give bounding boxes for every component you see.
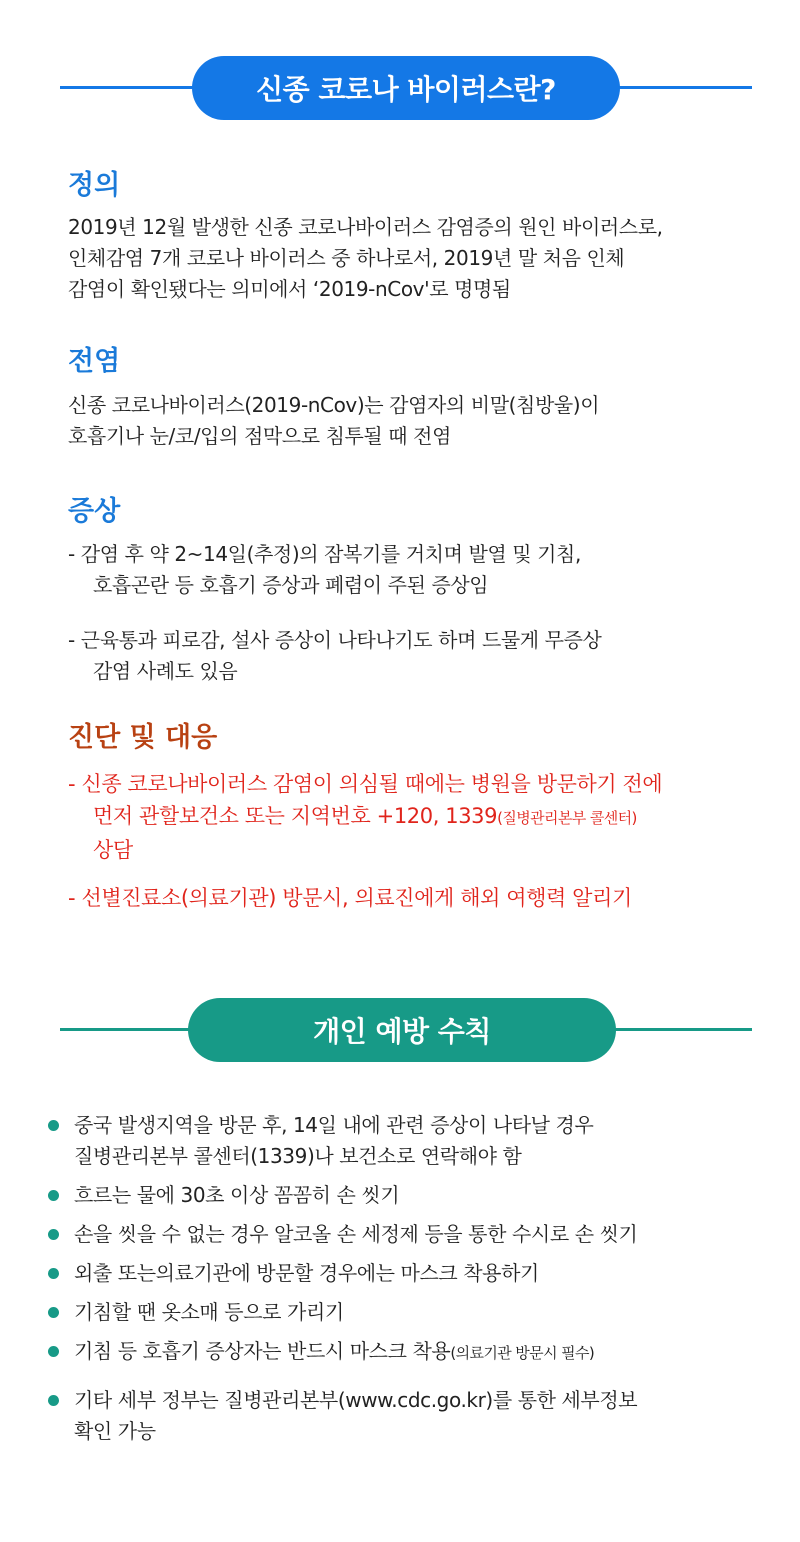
- transmission-heading: 전염: [68, 346, 121, 377]
- section-banner-intro: [0, 56, 800, 120]
- bullet-dot-icon: [48, 1190, 59, 1201]
- response-item: [68, 882, 788, 914]
- prevention-line: [74, 1336, 778, 1369]
- bullet-dot-icon: [48, 1307, 59, 1318]
- banner-divider-right: [612, 86, 752, 89]
- prevention-item: [48, 1336, 778, 1369]
- definition-line: 감염이 확인됐다는 의미에서 ‘2019-nCov'로 명명됨: [68, 277, 511, 301]
- prevention-line-note: (의료기관 방문시 필수): [450, 1344, 595, 1362]
- bullet-dot-icon: [48, 1229, 59, 1240]
- response-heading: 진단 및 대응: [68, 722, 218, 753]
- banner-divider-left: [60, 1028, 200, 1031]
- prevention-line: 확인 가능: [74, 1419, 156, 1443]
- response-line-note: (질병관리본부 콜센터): [497, 809, 637, 827]
- symptom-item: [68, 625, 788, 687]
- prevention-item: [48, 1258, 778, 1289]
- prevention-line: 기침할 땐 옷소매 등으로 가리기: [74, 1300, 344, 1324]
- bullet-dot-icon: [48, 1120, 59, 1131]
- prevention-line: 질병관리본부 콜센터(1339)나 보건소로 연락해야 함: [74, 1144, 522, 1168]
- response-line-main: 먼저 관할보건소 또는 지역번호 +120, 1339: [93, 804, 498, 828]
- banner-divider-right: [612, 1028, 752, 1031]
- symptom-item: [68, 539, 788, 601]
- prevention-item: [48, 1180, 778, 1211]
- response-line: [68, 800, 788, 834]
- prevention-line: 흐르는 물에 30초 이상 꼼꼼히 손 씻기: [74, 1183, 400, 1207]
- prevention-line-main: 기침 등 호흡기 증상자는 반드시 마스크 착용: [74, 1339, 451, 1363]
- bullet-dot-icon: [48, 1268, 59, 1279]
- response-line: - 신종 코로나바이러스 감염이 의심될 때에는 병원을 방문하기 전에: [68, 772, 663, 796]
- response-item: [68, 768, 788, 866]
- banner-title: 신종 코로나 바이러스란?: [192, 56, 620, 120]
- prevention-line: 손을 씻을 수 없는 경우 알코올 손 세정제 등을 통한 수시로 손 씻기: [74, 1222, 638, 1246]
- prevention-line: 외출 또는의료기관에 방문할 경우에는 마스크 착용하기: [74, 1261, 539, 1285]
- prevention-line: 기타 세부 정부는 질병관리본부(www.cdc.go.kr)를 통한 세부정보: [74, 1388, 638, 1412]
- section-banner-prevention: [0, 998, 800, 1062]
- prevention-item: [48, 1385, 778, 1447]
- prevention-item: [48, 1219, 778, 1250]
- symptom-line: - 근육통과 피로감, 설사 증상이 나타나기도 하며 드물게 무증상: [68, 628, 602, 652]
- prevention-list: [48, 1110, 778, 1447]
- transmission-line: 신종 코로나바이러스(2019-nCov)는 감염자의 비말(침방울)이: [68, 393, 600, 417]
- transmission-line: 호흡기나 눈/코/입의 점막으로 침투될 때 전염: [68, 424, 452, 448]
- prevention-item: [48, 1297, 778, 1328]
- response-line: 상담: [93, 838, 133, 862]
- prevention-line: 중국 발생지역을 방문 후, 14일 내에 관련 증상이 나타날 경우: [74, 1113, 594, 1137]
- symptom-line: - 감염 후 약 2~14일(추정)의 잠복기를 거치며 발열 및 기침,: [68, 542, 581, 566]
- response-line: - 선별진료소(의료기관) 방문시, 의료진에게 해외 여행력 알리기: [68, 886, 632, 910]
- banner-divider-left: [60, 86, 200, 89]
- definition-line: 인체감염 7개 코로나 바이러스 중 하나로서, 2019년 말 처음 인체: [68, 246, 625, 270]
- definition-heading: 정의: [68, 170, 121, 201]
- definition-text: [68, 212, 778, 305]
- symptom-line: 감염 사례도 있음: [93, 659, 238, 683]
- banner-title: 개인 예방 수칙: [188, 998, 616, 1062]
- symptom-line: 호흡곤란 등 호흡기 증상과 폐렴이 주된 증상임: [93, 573, 489, 597]
- prevention-item: [48, 1110, 778, 1172]
- definition-line: 2019년 12월 발생한 신종 코로나바이러스 감염증의 원인 바이러스로,: [68, 215, 663, 239]
- bullet-dot-icon: [48, 1395, 59, 1406]
- bullet-dot-icon: [48, 1346, 59, 1357]
- symptoms-heading: 증상: [68, 496, 121, 527]
- transmission-text: [68, 390, 778, 452]
